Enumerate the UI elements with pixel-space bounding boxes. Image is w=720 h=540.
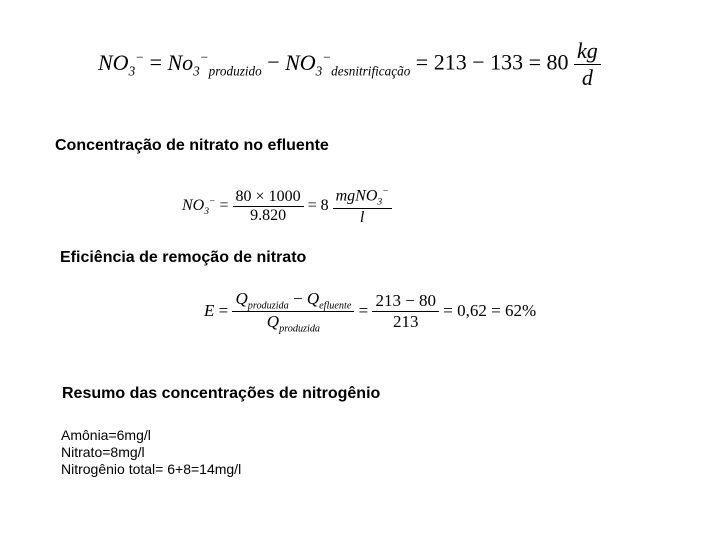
equation-removal-efficiency xyxy=(204,289,536,335)
eq1-equals-2: = xyxy=(415,49,429,75)
eq3-lhs: E xyxy=(204,300,215,320)
eq2-fraction xyxy=(233,188,304,225)
eq1-term-denitrified: $NO_3^-_{desnitrificação}$ xyxy=(285,49,411,78)
eq2-unit-fraction xyxy=(333,186,392,227)
eq3-equals-2: = xyxy=(358,300,369,320)
eq2-numerator: 80 × 1000 xyxy=(233,188,304,207)
summary-list xyxy=(61,427,241,478)
eq3-denominator: $Q_{produzida}$ xyxy=(266,312,321,335)
eq3-numeric-numerator: 213 − 80 xyxy=(372,291,439,312)
summary-nitrate: Nitrato=8mg/l xyxy=(61,444,145,460)
eq1-expression: 213 − 133 = 80 xyxy=(433,49,569,75)
summary-ammonia: Amônia=6mg/l xyxy=(61,427,151,443)
eq2-result: = 8 xyxy=(307,196,329,214)
eq3-numerator: $Q_{produzida} - Q_{efluente}$ xyxy=(232,289,354,312)
eq1-term-produced: $No_3^-_{produzido}$ xyxy=(167,49,262,78)
eq2-lhs: $NO_3^-$ xyxy=(182,195,216,218)
equation-nitrate-balance xyxy=(98,38,601,91)
summary-total-nitrogen: Nitrogênio total= 6+8=14mg/l xyxy=(61,461,242,477)
eq1-unit-numerator: kg xyxy=(574,38,601,65)
eq1-unit-denominator: d xyxy=(581,65,593,90)
heading-removal-efficiency: Eficiência de remoção de nitrato xyxy=(60,249,307,266)
eq3-equals: = xyxy=(218,300,229,320)
eq2-equals: = xyxy=(219,196,229,214)
eq2-unit-denominator: l xyxy=(359,208,365,226)
eq1-minus: − xyxy=(267,49,280,75)
eq1-lhs: $NO_3^-$ xyxy=(98,49,145,78)
heading-effluent-concentration: Concentração de nitrato no efluente xyxy=(55,137,329,154)
heading-nitrogen-summary: Resumo das concentrações de nitrogênio xyxy=(62,385,381,402)
eq1-unit-fraction xyxy=(574,38,601,91)
eq3-numeric-denominator: 213 xyxy=(392,312,419,332)
eq1-equals: = xyxy=(149,49,162,75)
eq3-result: = 0,62 = 62% xyxy=(443,300,537,320)
eq3-fraction xyxy=(232,289,354,335)
equation-effluent-nitrate xyxy=(182,186,392,227)
eq2-denominator: 9.820 xyxy=(250,206,287,224)
eq3-numeric-fraction xyxy=(372,291,439,332)
eq2-unit-numerator: mgNO$_3$− xyxy=(333,186,392,209)
